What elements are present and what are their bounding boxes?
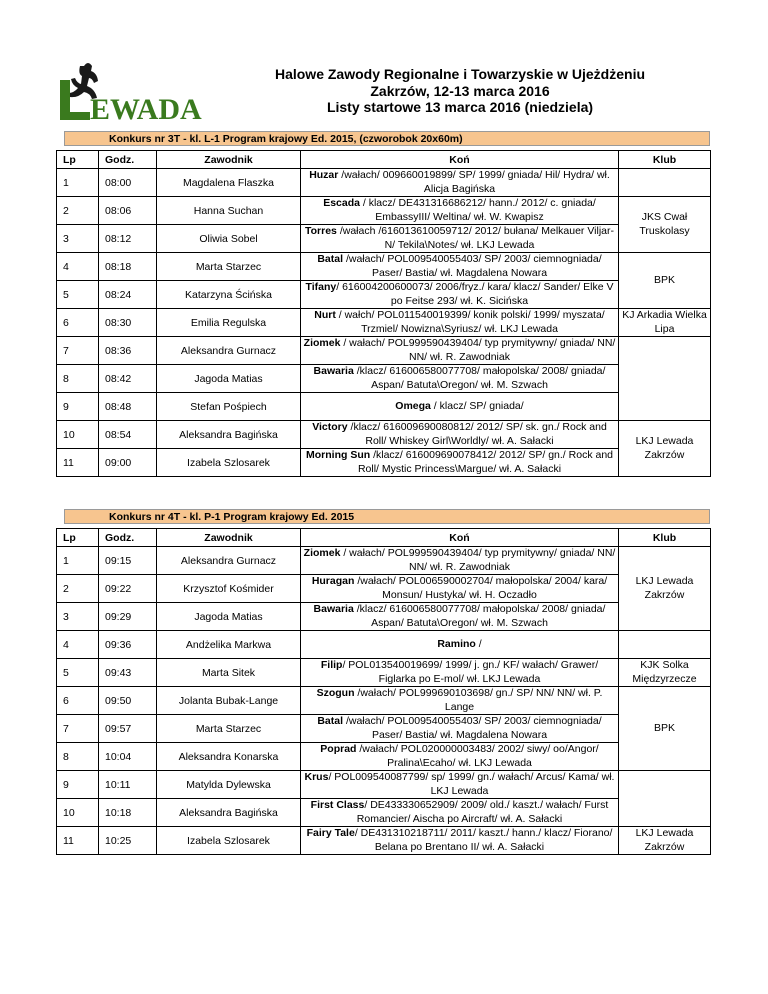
time-cell: 09:57: [99, 715, 157, 743]
horse-details: / wałch/ POL011540019399/ konik polski/ 1999/ myszata/ Trzmiel/ Nowizna\Syriusz/ wł. LKJ Lewada: [335, 309, 605, 335]
horse-details: / wałach/ POL999590439404/ typ prymitywny/ gniada/ NN/ NN/ wł. R. Zawodniak: [340, 337, 616, 363]
col-godz: Godz.: [99, 529, 157, 547]
col-kon: Koń: [301, 151, 619, 169]
lp-cell: 3: [57, 603, 99, 631]
horse-name: Escada: [323, 197, 360, 209]
horse-details: /klacz/ 616009690078412/ 2012/ SP/ gn./ Rock and Roll/ Mystic Princess\Margue/ wł. A. Sałacki: [357, 449, 613, 475]
table-row: [57, 603, 711, 631]
time-cell: 08:36: [99, 337, 157, 365]
horse-cell: [301, 799, 619, 827]
col-kon: Koń: [301, 529, 619, 547]
time-cell: 08:18: [99, 253, 157, 281]
horse-name: Ziomek: [303, 337, 341, 349]
horse-name: Victory: [312, 421, 348, 433]
lp-cell: 9: [57, 771, 99, 799]
time-cell: 10:18: [99, 799, 157, 827]
col-zawodnik: Zawodnik: [157, 151, 301, 169]
horse-cell: [301, 631, 619, 659]
time-cell: 09:36: [99, 631, 157, 659]
table-row: [57, 337, 711, 365]
lp-cell: 10: [57, 799, 99, 827]
club-cell: [619, 631, 711, 659]
table-row: [57, 631, 711, 659]
table-row: [57, 771, 711, 799]
horse-cell: [301, 575, 619, 603]
lp-cell: 9: [57, 393, 99, 421]
horse-details: /wałach/ POL020000003483/ 2002/ siwy/ oo/Angor/ Pralina\Ecaho/ wł. LKJ Lewada: [356, 743, 599, 769]
table-row: [57, 421, 711, 449]
horse-cell: [301, 659, 619, 687]
lp-cell: 4: [57, 631, 99, 659]
table-row: [57, 309, 711, 337]
horse-cell: [301, 743, 619, 771]
horse-name: Bawaria: [313, 365, 354, 377]
section-konkurs-3t: [56, 131, 710, 477]
logo-text: EWADA: [90, 93, 202, 126]
time-cell: 09:00: [99, 449, 157, 477]
horse-details: /klacz/ 616006580077708/ małopolska/ 2008/ gniada/ Aspan/ Batuta\Oregon/ wł. M. Szwach: [353, 365, 606, 391]
horse-cell: [301, 169, 619, 197]
lp-cell: 10: [57, 421, 99, 449]
rider-cell: Marta Sitek: [157, 659, 301, 687]
lp-cell: 3: [57, 225, 99, 253]
table-row: [57, 281, 711, 309]
col-klub: Klub: [619, 151, 711, 169]
rider-cell: Hanna Suchan: [157, 197, 301, 225]
horse-name: Krus: [304, 771, 329, 783]
rider-cell: Oliwia Sobel: [157, 225, 301, 253]
horse-name: Nurt: [314, 309, 336, 321]
time-cell: 08:30: [99, 309, 157, 337]
rider-cell: Aleksandra Bagińska: [157, 421, 301, 449]
section-title: Konkurs nr 4T - kl. P-1 Program krajowy Ed. 2015: [64, 509, 710, 524]
time-cell: 09:29: [99, 603, 157, 631]
horse-details: / 616004200600073/ 2006/fryz./ kara/ klacz/ Sander/ Elke V po Feitse 293/ wł. K. Sicińska: [336, 281, 614, 307]
rider-cell: Marta Starzec: [157, 715, 301, 743]
horse-details: / klacz/ SP/ gniada/: [430, 399, 524, 412]
rider-cell: Krzysztof Kośmider: [157, 575, 301, 603]
horse-cell: [301, 827, 619, 855]
club-cell: KJ Arkadia Wielka Lipa: [619, 309, 711, 337]
lp-cell: 7: [57, 715, 99, 743]
time-cell: 09:50: [99, 687, 157, 715]
time-cell: 09:43: [99, 659, 157, 687]
horse-cell: [301, 281, 619, 309]
club-cell: [619, 337, 711, 421]
lp-cell: 6: [57, 687, 99, 715]
header-title: Halowe Zawody Regionalne i Towarzyskie w Ujeżdżeniu: [274, 66, 646, 82]
header-location-date: Zakrzów, 12-13 marca 2016: [370, 82, 550, 99]
horse-cell: [301, 449, 619, 477]
horse-details: /wałach/ POL006590002704/ małopolska/ 2004/ kara/ Monsun/ Hustyka/ wł. H. Oczadło: [354, 575, 608, 601]
rider-cell: Aleksandra Gurnacz: [157, 337, 301, 365]
horse-cell: [301, 337, 619, 365]
horse-name: Bawaria: [313, 603, 354, 615]
table-row: [57, 687, 711, 715]
time-cell: 08:42: [99, 365, 157, 393]
horse-cell: [301, 421, 619, 449]
col-godz: Godz.: [99, 151, 157, 169]
table-row: [57, 799, 711, 827]
start-list-table: [56, 150, 711, 477]
col-zawodnik: Zawodnik: [157, 529, 301, 547]
lp-cell: 1: [57, 169, 99, 197]
horse-cell: [301, 393, 619, 421]
horse-name: Huragan: [311, 575, 355, 587]
table-row: [57, 197, 711, 225]
horse-name: Batal: [317, 253, 344, 265]
horse-cell: [301, 309, 619, 337]
horse-cell: [301, 253, 619, 281]
club-cell: LKJ Lewada Zakrzów: [619, 421, 711, 477]
start-list-table: [56, 528, 711, 855]
horse-name: First Class: [310, 799, 365, 811]
horse-cell: [301, 197, 619, 225]
rider-cell: Andżelika Markwa: [157, 631, 301, 659]
table-row: [57, 393, 711, 421]
lp-cell: 4: [57, 253, 99, 281]
table-row: [57, 547, 711, 575]
lp-cell: 11: [57, 449, 99, 477]
rider-cell: Matylda Dylewska: [157, 771, 301, 799]
rider-cell: Magdalena Flaszka: [157, 169, 301, 197]
horse-cell: [301, 687, 619, 715]
lp-cell: 8: [57, 743, 99, 771]
horse-details: /wałach /616013610059712/ 2012/ bułana/ Melkauer Viljar-N/ Tekila\Notes/ wł. LKJ Lewada: [336, 225, 614, 251]
lp-cell: 5: [57, 659, 99, 687]
time-cell: 09:22: [99, 575, 157, 603]
horse-details: /wałach/ POL009540055403/ SP/ 2003/ ciemnogniada/ Paser/ Bastia/ wł. Magdalena Nowara: [343, 253, 602, 279]
rider-cell: Jagoda Matias: [157, 603, 301, 631]
lp-cell: 8: [57, 365, 99, 393]
club-cell: [619, 169, 711, 197]
rider-cell: Jagoda Matias: [157, 365, 301, 393]
time-cell: 10:25: [99, 827, 157, 855]
lp-cell: 11: [57, 827, 99, 855]
horse-details: / klacz/ DE431316686212/ hann./ 2012/ c. gniada/ EmbassyIII/ Weltina/ wł. W. Kwapisz: [359, 197, 596, 223]
horse-details: / POL013540019699/ 1999/ j. gn./ KF/ wałach/ Grawer/ Figlarka po E-mol/ wł. LKJ Lewada: [342, 659, 599, 685]
table-header-row: [57, 529, 711, 547]
col-lp: Lp: [57, 529, 99, 547]
club-cell: BPK: [619, 253, 711, 309]
club-cell: BPK: [619, 687, 711, 771]
lp-cell: 6: [57, 309, 99, 337]
rider-cell: Katarzyna Ścińska: [157, 281, 301, 309]
horse-cell: [301, 365, 619, 393]
header-subtitle: Listy startowe 13 marca 2016 (niedziela): [326, 99, 594, 115]
table-row: [57, 225, 711, 253]
lp-cell: 2: [57, 575, 99, 603]
time-cell: 08:06: [99, 197, 157, 225]
rider-cell: Aleksandra Konarska: [157, 743, 301, 771]
horse-details: /klacz/ 616006580077708/ małopolska/ 2008/ gniada/ Aspan/ Batuta\Oregon/ wł. M. Szwach: [353, 603, 606, 629]
rider-cell: Izabela Szlosarek: [157, 827, 301, 855]
rider-cell: Marta Starzec: [157, 253, 301, 281]
section-title: Konkurs nr 3T - kl. L-1 Program krajowy Ed. 2015, (czworobok 20x60m): [64, 131, 710, 146]
table-row: [57, 715, 711, 743]
rider-cell: Emilia Regulska: [157, 309, 301, 337]
horse-name: Ramino: [437, 637, 476, 650]
rider-cell: Izabela Szlosarek: [157, 449, 301, 477]
time-cell: 10:11: [99, 771, 157, 799]
horse-name: Szogun: [316, 687, 355, 699]
horse-name: Ziomek: [303, 547, 341, 559]
horse-name: Omega: [395, 399, 431, 412]
horse-name: Tifany: [305, 281, 337, 293]
document-header: [240, 66, 680, 116]
table-row: [57, 253, 711, 281]
lp-cell: 1: [57, 547, 99, 575]
horse-details: / DE431310218711/ 2011/ kaszt./ hann./ klacz/ Fiorano/ Belana po Brentano II/ wł. A. Sałacki: [354, 827, 613, 853]
rider-cell: Aleksandra Bagińska: [157, 799, 301, 827]
horse-details: / POL009540087799/ sp/ 1999/ gn./ wałach/ Arcus/ Kama/ wł. LKJ Lewada: [328, 771, 615, 797]
col-klub: Klub: [619, 529, 711, 547]
club-cell: [619, 771, 711, 827]
time-cell: 10:04: [99, 743, 157, 771]
horse-name: Fairy Tale: [306, 827, 355, 839]
horse-name: Poprad: [320, 743, 357, 755]
club-cell: KJK Solka Międzyrzecze: [619, 659, 711, 687]
table-row: [57, 365, 711, 393]
lewada-logo: [50, 58, 230, 128]
time-cell: 08:48: [99, 393, 157, 421]
table-row: [57, 827, 711, 855]
table-row: [57, 449, 711, 477]
rider-cell: Jolanta Bubak-Lange: [157, 687, 301, 715]
club-cell: LKJ Lewada Zakrzów: [619, 547, 711, 631]
table-row: [57, 743, 711, 771]
rider-cell: Stefan Pośpiech: [157, 393, 301, 421]
club-cell: LKJ Lewada Zakrzów: [619, 827, 711, 855]
horse-cell: [301, 715, 619, 743]
horse-name: Morning Sun: [306, 449, 371, 461]
table-row: [57, 575, 711, 603]
lp-cell: 7: [57, 337, 99, 365]
rider-cell: Aleksandra Gurnacz: [157, 547, 301, 575]
time-cell: 09:15: [99, 547, 157, 575]
col-lp: Lp: [57, 151, 99, 169]
time-cell: 08:54: [99, 421, 157, 449]
horse-cell: [301, 603, 619, 631]
horse-details: /: [475, 637, 482, 650]
section-konkurs-4t: [56, 509, 710, 855]
horse-name: Filip: [320, 659, 343, 671]
horse-details: / wałach/ POL999590439404/ typ prymitywny/ gniada/ NN/ NN/ wł. R. Zawodniak: [340, 547, 616, 573]
horse-details: /wałach/ POL009540055403/ SP/ 2003/ ciemnogniada/ Paser/ Bastia/ wł. Magdalena Nowara: [343, 715, 602, 741]
horse-details: /klacz/ 616009690080812/ 2012/ SP/ sk. gn./ Rock and Roll/ Whiskey Girl\Worldly/ wł. A. Sałacki: [347, 421, 607, 447]
horse-cell: [301, 547, 619, 575]
horse-details: /wałach/ 009660019899/ SP/ 1999/ gniada/ Hil/ Hydra/ wł. Alicja Bagińska: [338, 169, 610, 195]
table-header-row: [57, 151, 711, 169]
time-cell: 08:12: [99, 225, 157, 253]
lp-cell: 2: [57, 197, 99, 225]
club-cell: JKS Cwał Truskolasy: [619, 197, 711, 253]
horse-cell: [301, 771, 619, 799]
horse-details: /wałach/ POL999690103698/ gn./ SP/ NN/ NN/ wł. P. Lange: [354, 687, 603, 713]
horse-details: / DE433330652909/ 2009/ old./ kaszt./ wałach/ Furst Romancier/ Aischa po Aircraft/ wł. A. Sałacki: [356, 799, 609, 825]
time-cell: 08:00: [99, 169, 157, 197]
horse-name: Torres: [305, 225, 337, 237]
horse-name: Huzar: [309, 169, 339, 181]
table-row: [57, 169, 711, 197]
lp-cell: 5: [57, 281, 99, 309]
table-row: [57, 659, 711, 687]
horse-name: Batal: [317, 715, 344, 727]
time-cell: 08:24: [99, 281, 157, 309]
horse-cell: [301, 225, 619, 253]
